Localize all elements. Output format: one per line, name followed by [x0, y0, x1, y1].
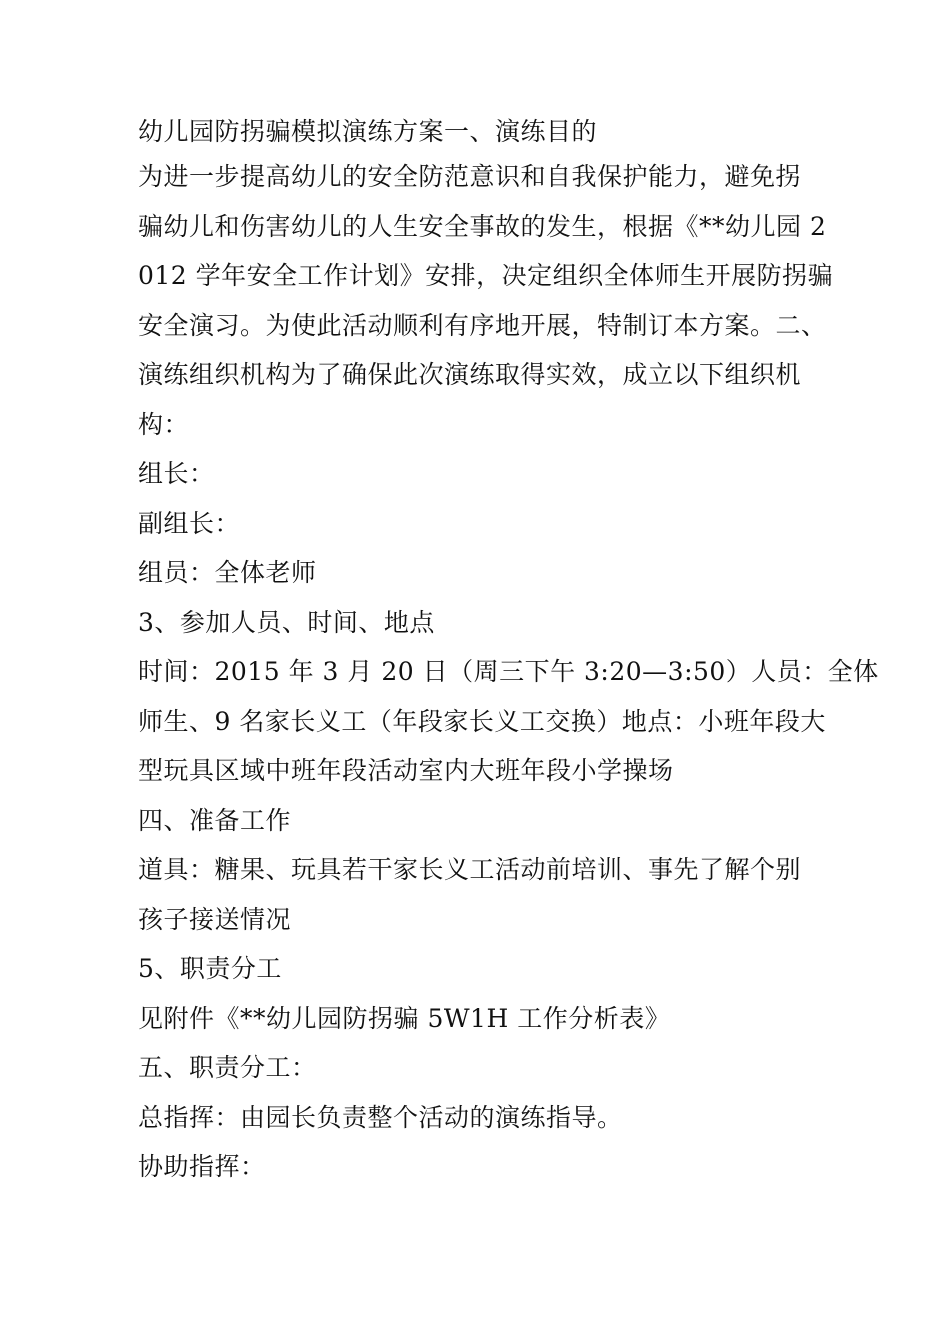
section-heading: 五、职责分工：	[138, 1053, 317, 1082]
text-line: 安全演习。为使此活动顺利有序地开展，特制订本方案。二、	[138, 311, 827, 340]
text-line: 012 学年安全工作计划》安排，决定组织全体师生开展防拐骗	[138, 261, 834, 290]
text-line: 演练组织机构为了确保此次演练取得实效，成立以下组织机	[138, 360, 802, 389]
text-line: 副组长：	[138, 509, 241, 538]
text-line: 构：	[138, 410, 190, 439]
text-line: 组员：全体老师	[138, 558, 317, 587]
section-heading: 3、参加人员、时间、地点	[138, 608, 435, 637]
text-line: 为进一步提高幼儿的安全防范意识和自我保护能力，避免拐	[138, 162, 802, 191]
document-title-line: 幼儿园防拐骗模拟演练方案一、演练目的	[138, 117, 598, 146]
text-line: 骗幼儿和伤害幼儿的人生安全事故的发生，根据《**幼儿园 2	[138, 212, 827, 241]
text-line: 道具：糖果、玩具若干家长义工活动前培训、事先了解个别	[138, 855, 802, 884]
text-line: 师生、9 名家长义工（年段家长义工交换）地点：小班年段大	[138, 707, 826, 736]
section-heading: 四、准备工作	[138, 806, 292, 835]
text-line: 总指挥：由园长负责整个活动的演练指导。	[138, 1103, 623, 1132]
text-line: 型玩具区域中班年段活动室内大班年段小学操场	[138, 756, 674, 785]
text-line: 协助指挥：	[138, 1152, 266, 1181]
section-heading: 5、职责分工	[138, 954, 282, 983]
text-line: 组长：	[138, 459, 215, 488]
text-line: 时间：2015 年 3 月 20 日（周三下午 3:20—3:50）人员：全体	[138, 657, 879, 686]
text-line: 见附件《**幼儿园防拐骗 5W1H 工作分析表》	[138, 1004, 671, 1033]
text-line: 孩子接送情况	[138, 905, 292, 934]
